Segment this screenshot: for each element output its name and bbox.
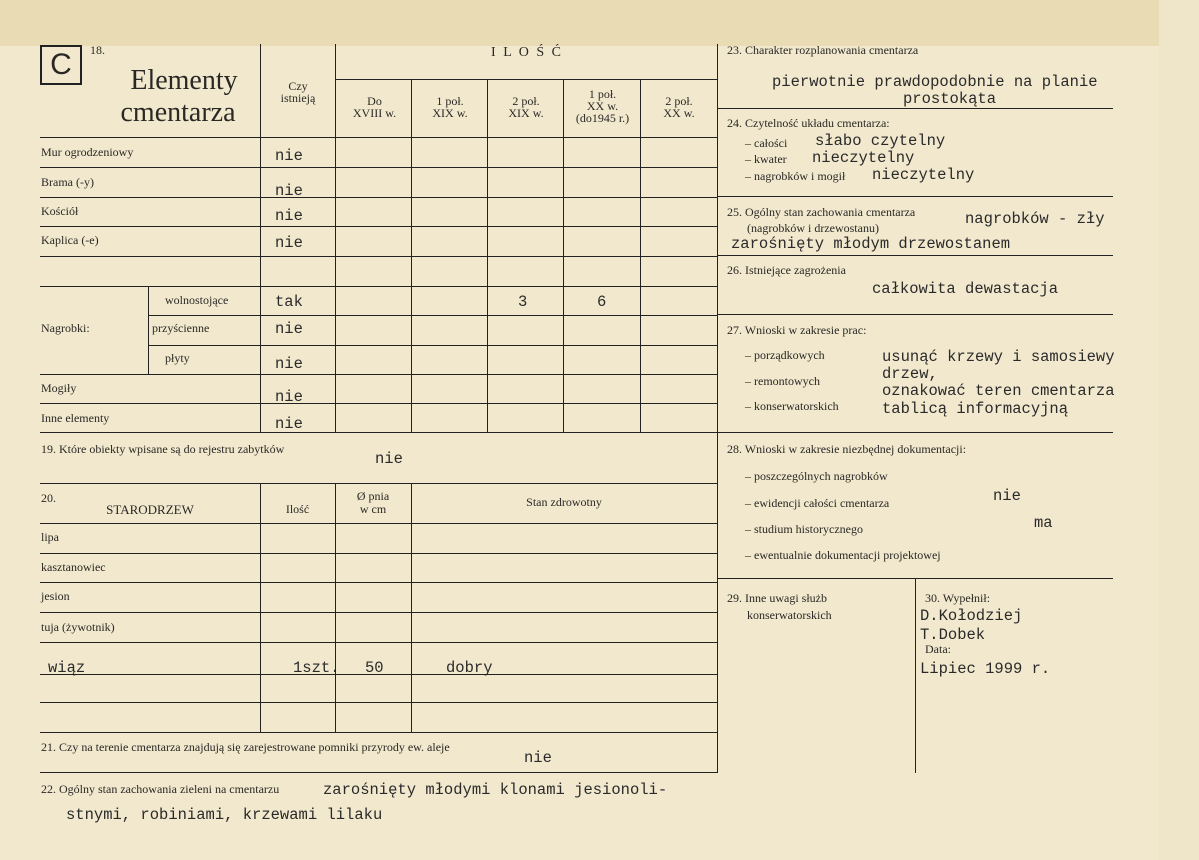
grid-line	[335, 79, 717, 80]
section-letter: C	[40, 45, 82, 85]
col-ilosc: Ilość	[285, 502, 310, 516]
czyt-nagrobkow-label: – nagrobków i mogił	[745, 169, 846, 183]
grid-line	[717, 314, 1113, 315]
section-19-value: nie	[375, 450, 403, 468]
kosciol-exists-value: nie	[275, 207, 303, 225]
brama-exists-value: nie	[275, 182, 303, 200]
tape-strip	[0, 0, 1199, 46]
kaplica-exists-value: nie	[275, 234, 303, 252]
tree-extra-count: 1szt.	[293, 659, 340, 677]
tree-tuja: tuja (żywotnik)	[41, 620, 115, 634]
grid-line	[40, 582, 717, 583]
date-label: Data:	[925, 642, 951, 656]
grid-line	[717, 196, 1113, 197]
czyt-calosci-value: słabo czytelny	[815, 132, 946, 150]
starodrzew-title: STARODRZEW	[106, 502, 194, 517]
row-przysc-label: przyścienne	[152, 321, 210, 335]
row-nagrobki-label: Nagrobki:	[41, 321, 90, 335]
col-exists-2: istnieją	[280, 91, 316, 105]
section-29-label-2: konserwatorskich	[747, 608, 832, 622]
grid-line	[260, 483, 261, 732]
tree-jesion: jesion	[41, 589, 70, 603]
col-2xix-2: XIX w.	[508, 106, 544, 120]
col-diam-1: Ø pnia	[356, 489, 390, 503]
section-28-value-2: ma	[1034, 514, 1053, 532]
row-plyty-label: płyty	[165, 351, 190, 365]
row-brama-label: Brama (-y)	[41, 175, 94, 189]
czyt-kwater-value: nieczytelny	[812, 149, 915, 167]
section-25-label-1: 25. Ogólny stan zachowania cmentarza	[727, 205, 916, 219]
grid-line	[915, 578, 916, 773]
section-30-label: 30. Wypełnił:	[925, 591, 991, 605]
col-2xix-1: 2 poł.	[512, 94, 540, 108]
section-18-title-1: Elementy	[130, 65, 238, 96]
section-18-title-2: cmentarza	[120, 97, 236, 128]
col-xviii-2: XVIII w.	[352, 106, 397, 120]
date-value: Lipiec 1999 r.	[920, 660, 1051, 678]
section-20-number: 20.	[41, 491, 56, 505]
section-27-label: 27. Wnioski w zakresie prac:	[727, 323, 867, 337]
grid-line	[40, 612, 717, 613]
prace-remont-label: – remontowych	[745, 374, 820, 388]
col-2xx-2: XX w.	[663, 106, 695, 120]
col-2xx-1: 2 poł.	[665, 94, 693, 108]
czyt-kwater-label: – kwater	[745, 152, 787, 166]
card-edge	[1159, 0, 1199, 860]
section-29-label-1: 29. Inne uwagi służb	[727, 591, 827, 605]
grid-line	[40, 374, 717, 375]
section-18-number: 18.	[90, 43, 105, 57]
section-25-label-2: (nagrobków i drzewostanu)	[747, 221, 879, 235]
section-22-line-2: stnymi, robiniami, krzewami lilaku	[66, 806, 383, 824]
przysc-exists-value: nie	[275, 320, 303, 338]
col-1xix-1: 1 poł.	[436, 94, 464, 108]
section-28-value-1: nie	[993, 487, 1021, 505]
dok-projektowej: – ewentualnie dokumentacji projektowej	[745, 548, 941, 562]
prace-konserw-label: – konserwatorskich	[745, 399, 839, 413]
grid-line	[40, 553, 717, 554]
col-1xx-1: 1 poł.	[588, 87, 617, 101]
grid-line	[148, 345, 717, 346]
grid-line	[40, 403, 717, 404]
tree-lipa: lipa	[41, 530, 59, 544]
czyt-nagrobkow-value: nieczytelny	[872, 166, 975, 184]
dok-nagrobkow: – poszczególnych nagrobków	[745, 469, 888, 483]
tree-kasztanowiec: kasztanowiec	[41, 560, 106, 574]
grid-line	[40, 167, 717, 168]
prace-remont-value: oznakować teren cmentarza	[882, 382, 1115, 400]
grid-line	[717, 432, 1113, 433]
section-26-label: 26. Istniejące zagrożenia	[727, 263, 846, 277]
grid-line	[148, 315, 717, 316]
prace-porz-line-2: drzew,	[882, 365, 938, 383]
prace-konserw-value: tablicą informacyjną	[882, 400, 1069, 418]
section-24-label: 24. Czytelność układu cmentarza:	[727, 116, 890, 130]
plyty-exists-value: nie	[275, 355, 303, 373]
grid-line	[717, 255, 1113, 256]
row-kosciol-label: Kościół	[41, 204, 79, 218]
tree-extra-name: wiąz	[48, 659, 86, 677]
col-xviii-1: Do	[367, 94, 382, 108]
row-inne-label: Inne elementy	[41, 411, 110, 425]
czyt-calosci-label: – całości	[745, 136, 788, 150]
col-1xx-2: XX w.	[586, 99, 619, 113]
section-19-label: 19. Które obiekty wpisane są do rejestru zabytków	[41, 442, 285, 456]
grid-line	[335, 483, 336, 732]
grid-line	[40, 286, 717, 287]
grid-line	[40, 523, 717, 524]
row-wolno-label: wolnostojące	[165, 293, 229, 307]
mur-exists-value: nie	[275, 147, 303, 165]
col-1xx-3: (do1945 r.)	[575, 111, 630, 125]
inne-exists-value: nie	[275, 415, 303, 433]
prace-porz-line-1: usunąć krzewy i samosiewy	[882, 348, 1115, 366]
wolno-2xix-value: 3	[518, 293, 528, 311]
dok-studium: – studium historycznego	[745, 522, 863, 536]
row-mogily-label: Mogiły	[41, 381, 77, 395]
filled-by-name-2: T.Dobek	[920, 626, 986, 644]
section-21-label: 21. Czy na terenie cmentarza znajdują się zarejestrowane pomniki przyrody ew. aleje	[41, 740, 450, 754]
section-21-value: nie	[524, 749, 552, 767]
dok-ewidencji: – ewidencji całości cmentarza	[745, 496, 890, 510]
section-25-value-1: nagrobków - zły	[965, 210, 1105, 228]
filled-by-name-1: D.Kołodziej	[920, 607, 1023, 625]
mogily-exists-value: nie	[275, 388, 303, 406]
grid-line	[40, 256, 717, 257]
section-26-value: całkowita dewastacja	[872, 280, 1059, 298]
grid-line	[40, 483, 717, 484]
wolno-exists-value: tak	[275, 293, 303, 311]
section-22-line-1: zarośnięty młodymi klonami jesionoli-	[323, 781, 668, 799]
row-mur-label: Mur ogrodzeniowy	[41, 145, 134, 159]
grid-line	[40, 702, 717, 703]
grid-line	[40, 772, 717, 773]
section-25-value-2: zarośnięty młodym drzewostanem	[731, 235, 1011, 253]
column-divider	[717, 44, 718, 773]
section-22-label: 22. Ogólny stan zachowania zieleni na cmentarzu	[41, 782, 280, 796]
prace-porz-label: – porządkowych	[745, 348, 825, 362]
grid-line	[40, 432, 717, 433]
col-exists-1: Czy	[288, 79, 308, 93]
grid-line	[40, 197, 717, 198]
grid-line	[411, 483, 412, 732]
grid-line	[717, 108, 1113, 109]
section-23-label: 23. Charakter rozplanowania cmentarza	[727, 43, 919, 57]
grid-line	[148, 286, 149, 374]
section-23-line-1: pierwotnie prawdopodobnie na planie	[772, 73, 1098, 91]
wolno-1xx-value: 6	[597, 293, 607, 311]
col-diam-2: w cm	[359, 502, 387, 516]
grid-line	[40, 732, 717, 733]
grid-line	[40, 642, 717, 643]
col-1xix-2: XIX w.	[432, 106, 468, 120]
row-kaplica-label: Kaplica (-e)	[41, 233, 99, 247]
ilosc-header: I L O Ś Ć	[491, 45, 563, 60]
section-23-line-2: prostokąta	[903, 90, 997, 108]
grid-line	[40, 674, 717, 675]
tree-extra-diam: 50	[365, 659, 384, 677]
section-28-label: 28. Wnioski w zakresie niezbędnej dokumentacji:	[727, 442, 967, 456]
grid-line	[40, 137, 717, 138]
col-health: Stan zdrowotny	[526, 495, 602, 509]
tree-extra-health: dobry	[446, 659, 493, 677]
grid-line	[40, 226, 717, 227]
